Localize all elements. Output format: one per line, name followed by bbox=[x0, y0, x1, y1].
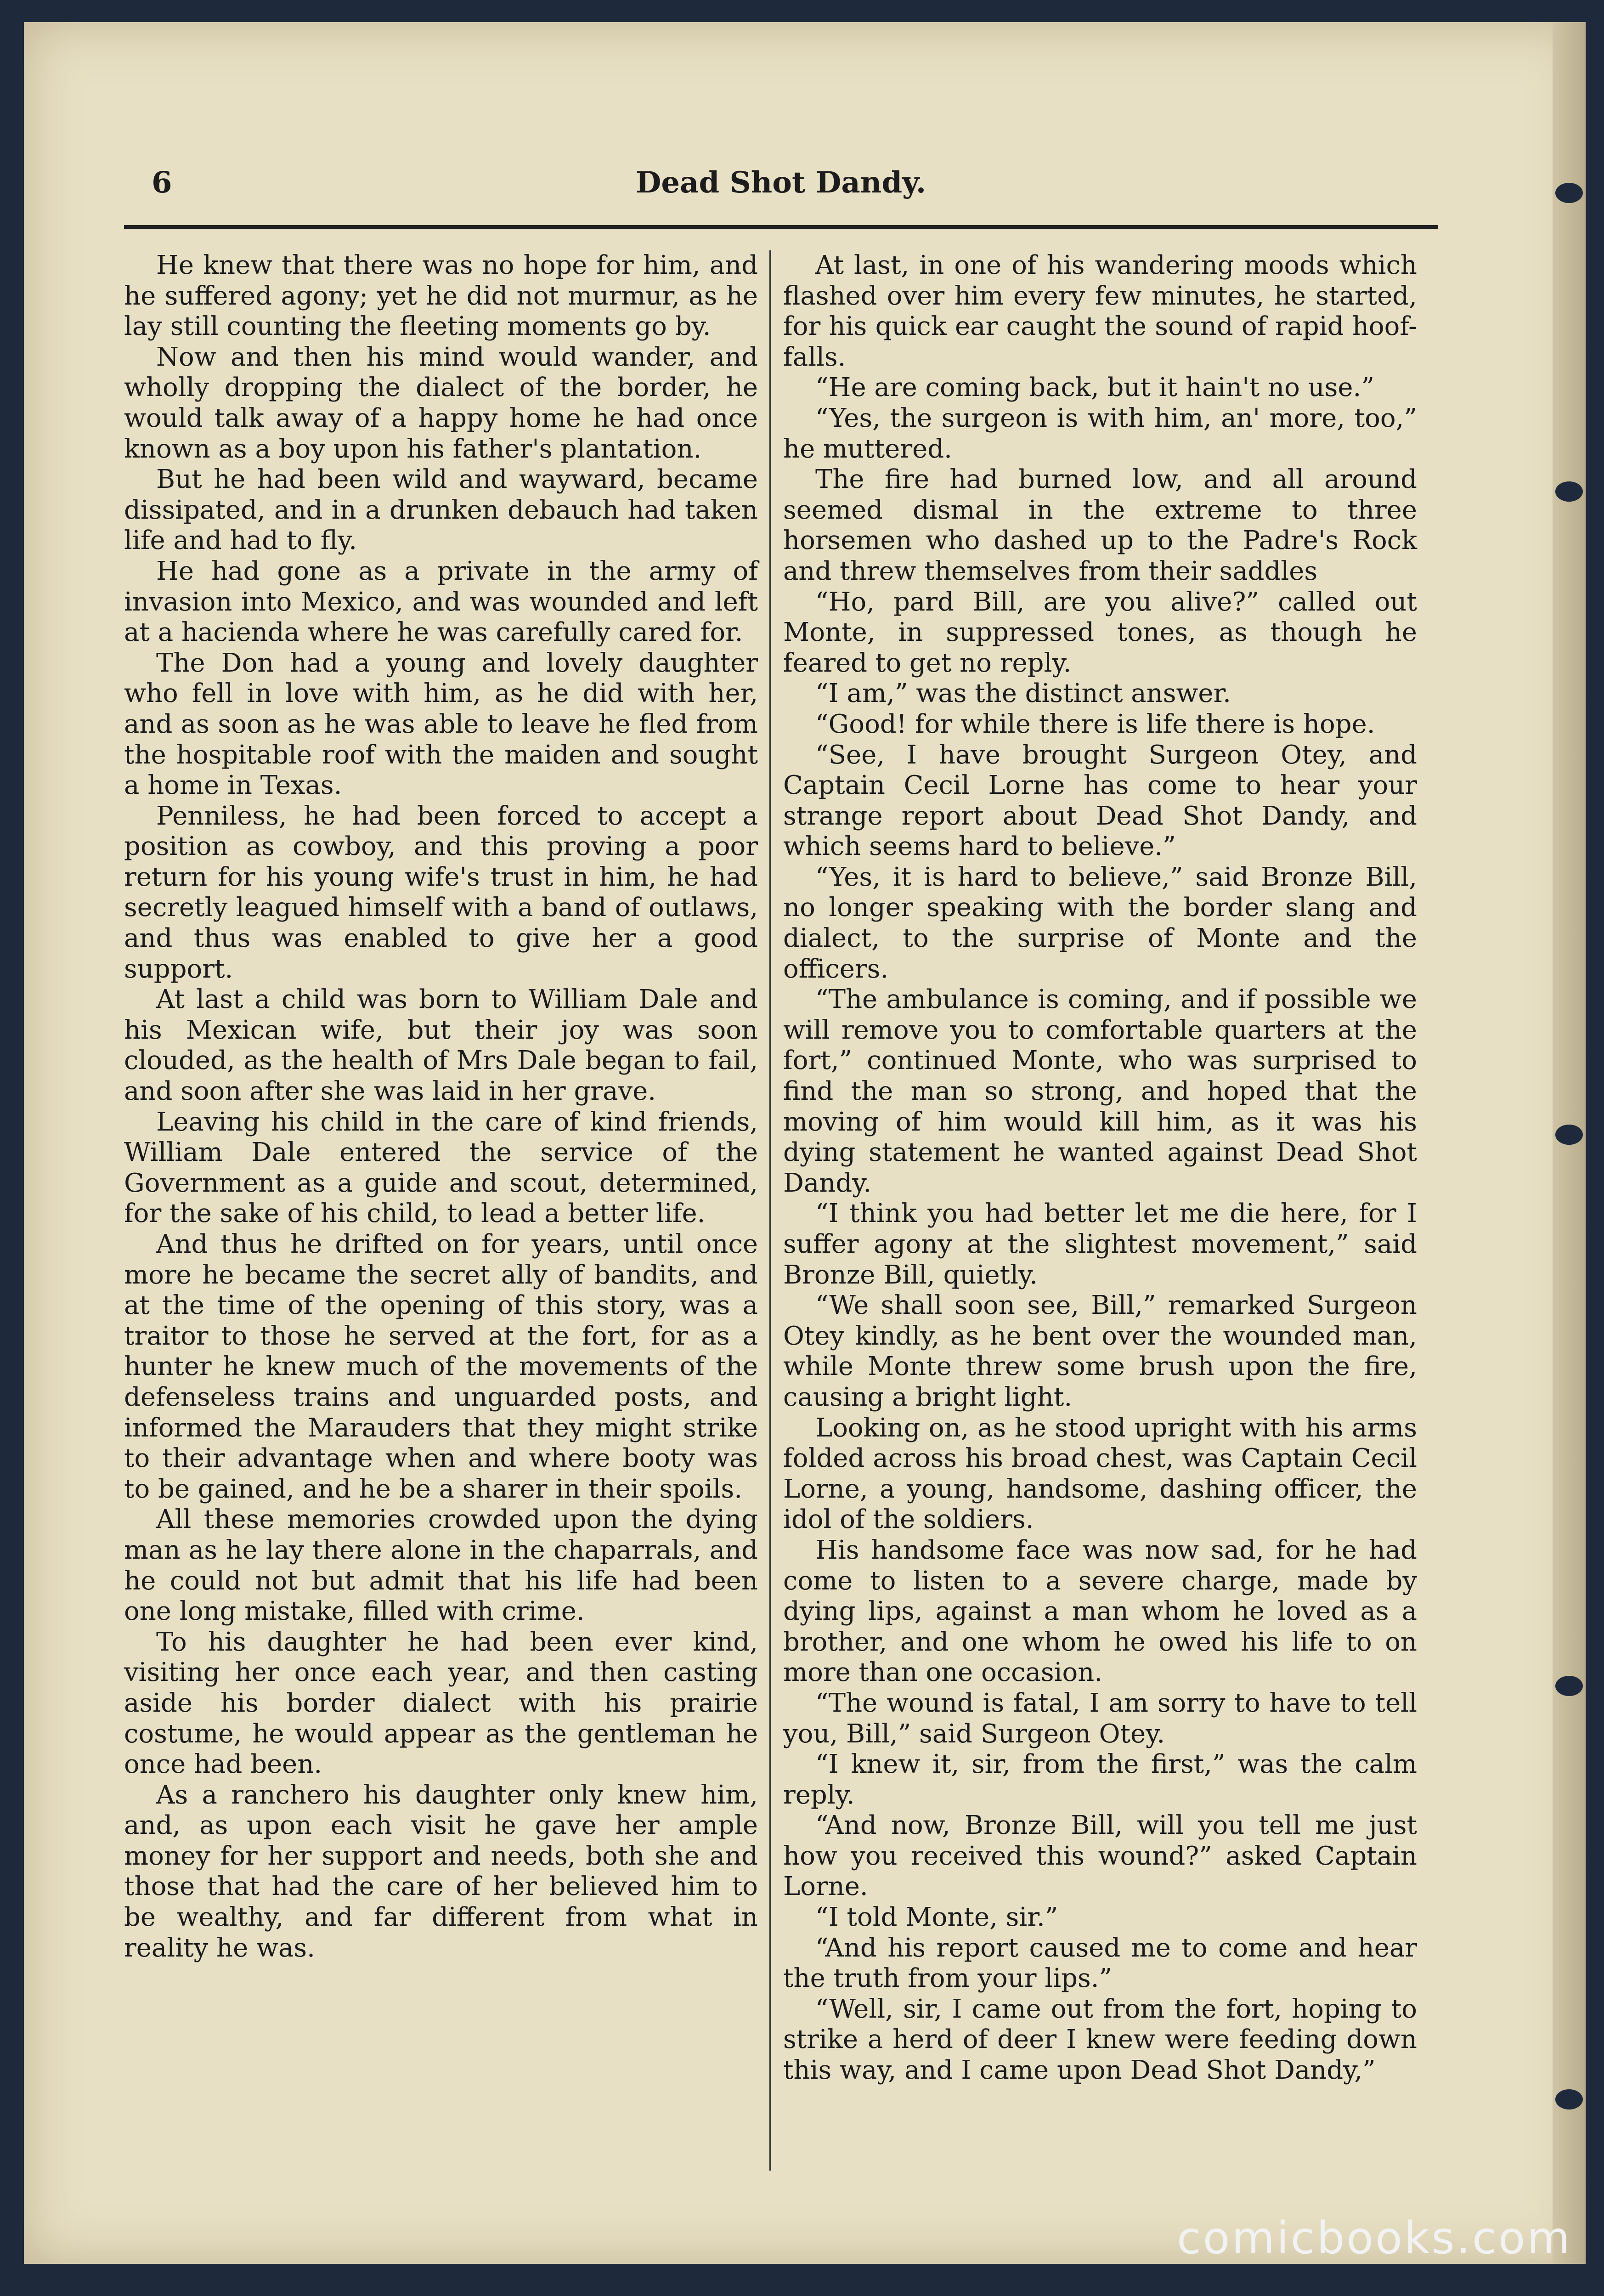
page-number: 6 bbox=[152, 165, 172, 200]
header-rule bbox=[124, 225, 1438, 229]
paragraph: “See, I have brought Surgeon Otey, and Captain Cecil Lorne has come to hear your strange report about Dead Shot Dandy, and which seems hard to believe.” bbox=[783, 740, 1417, 862]
paragraph: At last a child was born to William Dale and his Mexican wife, but their joy was soon clouded, as the health of Mrs Dale began to fail, and soon after she was laid in her grave. bbox=[124, 984, 758, 1107]
running-title: Dead Shot Dandy. bbox=[635, 165, 926, 200]
paragraph: “He are coming back, but it hain't no use.” bbox=[815, 373, 1374, 403]
paragraph: He knew that there was no hope for him, and he suffered agony; yet he did not murmur, as he lay still counting the fleeting moments go by. bbox=[124, 250, 758, 342]
paragraph: “I told Monte, sir.” bbox=[815, 1902, 1058, 1933]
paragraph: But he had been wild and wayward, became dissipated, and in a drunken debauch had taken life and had to fly. bbox=[124, 464, 758, 556]
paragraph: “Ho, pard Bill, are you alive?” called out Monte, in suppressed tones, as though he feared to get no reply. bbox=[783, 587, 1417, 678]
paragraph: “Yes, it is hard to believe,” said Bronze Bill, no longer speaking with the border slang and dialect, to the surprise of Monte and the officers. bbox=[783, 862, 1417, 984]
paragraph: “Yes, the surgeon is with him, an' more, too,” he muttered. bbox=[783, 403, 1417, 464]
paragraph: All these memories crowded upon the dying man as he lay there alone in the chaparrals, and he could not but admit that his life had been one long mistake, filled with crime. bbox=[124, 1504, 758, 1627]
paragraph: “I think you had better let me die here, for I suffer agony at the slightest movement,” said Bronze Bill, quietly. bbox=[783, 1199, 1417, 1290]
paragraph: As a ranchero his daughter only knew him, and, as upon each visit he gave her ample money for her support and needs, both she and those that had the care of her believed him to be wealthy, and far different from what in reality he was. bbox=[124, 1780, 758, 1963]
staple-hole bbox=[1555, 1125, 1583, 1145]
staple-hole bbox=[1555, 481, 1583, 502]
paragraph: “I am,” was the distinct answer. bbox=[815, 679, 1231, 709]
paragraph: “And now, Bronze Bill, will you tell me just how you received this wound?” asked Captain Lorne. bbox=[783, 1810, 1417, 1902]
paragraph: “I knew it, sir, from the first,” was the calm reply. bbox=[783, 1749, 1417, 1810]
paragraph: “The ambulance is coming, and if possible we will remove you to comfortable quarters at the fort,” continued Monte, who was surprised to find the man so strong, and hoped that the moving of him would kill him, as it was his dying statement he wanted against Dead Shot Dandy. bbox=[783, 984, 1417, 1198]
paragraph: “Good! for while there is life there is hope. bbox=[815, 709, 1375, 739]
paragraph: His handsome face was now sad, for he had come to listen to a severe charge, made by dying lips, against a man whom he loved as a brother, and one whom he owed his life to on more than one occasion. bbox=[783, 1535, 1417, 1688]
paragraph: Looking on, as he stood upright with his arms folded across his broad chest, was Captain Cecil Lorne, a young, handsome, dashing officer, the idol of the soldiers. bbox=[783, 1413, 1417, 1535]
paragraph: Now and then his mind would wander, and wholly dropping the dialect of the border, he would talk away of a happy home he had once known as a boy upon his father's plantation. bbox=[124, 342, 758, 464]
page-header bbox=[124, 165, 1438, 221]
paragraph: Leaving his child in the care of kind friends, William Dale entered the service of the Government as a guide and scout, determined, for the sake of his child, to lead a better life. bbox=[124, 1107, 758, 1229]
paragraph: The fire had burned low, and all around seemed dismal in the extreme to three horsemen who dashed up to the Padre's Rock and threw themselves from their saddles bbox=[783, 464, 1417, 586]
paragraph: “We shall soon see, Bill,” remarked Surgeon Otey kindly, as he bent over the wounded man, while Monte threw some brush upon the fire, causing a bright light. bbox=[783, 1290, 1417, 1412]
right-column bbox=[783, 250, 1417, 2180]
column-divider bbox=[769, 250, 771, 2171]
site-watermark: comicbooks.com bbox=[1176, 2212, 1572, 2264]
paragraph: Penniless, he had been forced to accept a position as cowboy, and this proving a poor return for his young wife's trust in him, he had secretly leagued himself with a band of outlaws, and thus was enabled to give her a good support. bbox=[124, 801, 758, 984]
paragraph: He had gone as a private in the army of invasion into Mexico, and was wounded and left at a hacienda where he was carefully cared for. bbox=[124, 556, 758, 648]
paragraph: The Don had a young and lovely daughter who fell in love with him, as he did with her, and as soon as he was able to leave he fled from the hospitable roof with the maiden and sought a home in Texas. bbox=[124, 648, 758, 801]
left-column bbox=[124, 250, 758, 2180]
staple-hole bbox=[1555, 183, 1583, 203]
paragraph: And thus he drifted on for years, until once more he became the secret ally of bandits, and at the time of the opening of this story, was a traitor to those he served at the fort, for as a hunter he knew much of the movements of the defenseless trains and unguarded posts, and informed the Marauders that they might strike to their advantage when and where booty was to be gained, and he be a sharer in their spoils. bbox=[124, 1229, 758, 1504]
paragraph: “And his report caused me to come and hear the truth from your lips.” bbox=[783, 1933, 1417, 1994]
paragraph: “The wound is fatal, I am sorry to have to tell you, Bill,” said Surgeon Otey. bbox=[783, 1688, 1417, 1749]
paragraph: At last, in one of his wandering moods which flashed over him every few minutes, he started, for his quick ear caught the sound of rapid hoof-falls. bbox=[783, 250, 1417, 372]
paragraph: To his daughter he had been ever kind, visiting her once each year, and then casting aside his border dialect with his prairie costume, he would appear as the gentleman he once had been. bbox=[124, 1627, 758, 1780]
paragraph: “Well, sir, I came out from the fort, hoping to strike a herd of deer I knew were feeding down this way, and I came upon Dead Shot Dandy,” bbox=[783, 1994, 1417, 2086]
staple-hole bbox=[1555, 2089, 1583, 2109]
staple-hole bbox=[1555, 1676, 1583, 1696]
page-binding bbox=[1553, 22, 1586, 2264]
